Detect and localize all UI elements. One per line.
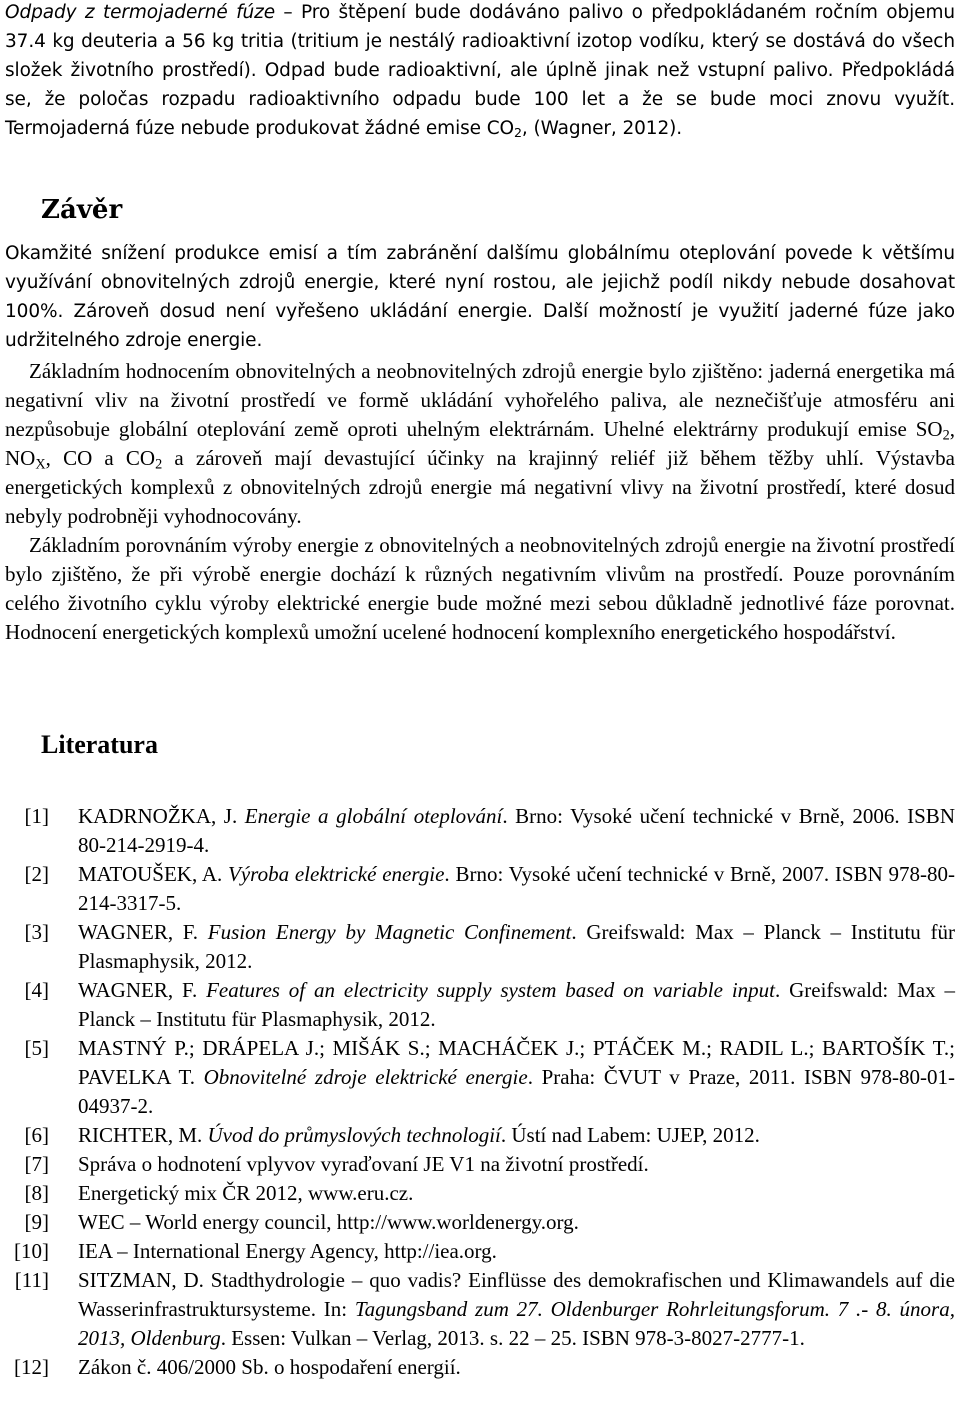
reference-item [5, 1034, 955, 1121]
reference-text: Energetický mix ČR 2012, www.eru.cz. [78, 1181, 414, 1205]
reference-text: SITZMAN, D. Stadthydrologie – quo vadis? Einflüsse des demokrafischen und Klimawandels auf die Wasserinfrastruktursysteme. In: Tagungsband zum 27. Oldenburger Rohrleitungsforum. 7 .- 8. února, 2013, Oldenburg. Essen: Vulkan – Verlag, 2013. s. 22 – 25. ISBN 978-3-8027-2777-1. [78, 1268, 955, 1350]
reference-item [5, 860, 955, 918]
reference-item [5, 1266, 955, 1353]
reference-text: Zákon č. 406/2000 Sb. o hospodaření energií. [78, 1355, 461, 1379]
reference-item [5, 976, 955, 1034]
intro-lead: Odpady z termojaderné fúze [5, 2, 275, 23]
reference-text: MASTNÝ P.; DRÁPELA J.; MIŠÁK S.; MACHÁČEK J.; PTÁČEK M.; RADIL L.; BARTOŠÍK T.; PAVELKA T. Obnovitelné zdroje elektrické energie. Praha: ČVUT v Praze, 2011. ISBN 978-80-01-04937-2. [78, 1036, 955, 1118]
reference-number: [8] [24, 1181, 49, 1205]
reference-item [5, 918, 955, 976]
reference-list [5, 802, 955, 1382]
reference-number: [2] [24, 862, 49, 886]
conclusion-body [5, 239, 955, 647]
reference-number: [6] [24, 1123, 49, 1147]
conclusion-paragraph-1: Okamžité snížení produkce emisí a tím zabránění dalšímu globálnímu oteplování povede k většímu využívání obnovitelných zdrojů energie, které nyní rostou, ale jejichž podíl nikdy nebude dosahovat 100%. Zároveň dosud není vyřešeno ukládání energie. Další možností je využití jaderné fúze jako udržitelného zdroje energie. [5, 243, 955, 351]
reference-item [5, 1237, 955, 1266]
conclusion-heading: Závěr [41, 195, 123, 225]
reference-text: WAGNER, F. Fusion Energy by Magnetic Confinement. Greifswald: Max – Planck – Institutu für Plasmaphysik, 2012. [78, 920, 955, 973]
reference-text: Správa o hodnotení vplyvov vyraďovaní JE V1 na životní prostředí. [78, 1152, 649, 1176]
reference-text: KADRNOŽKA, J. Energie a globální oteplování. Brno: Vysoké učení technické v Brně, 2006. ISBN 80-214-2919-4. [78, 804, 955, 857]
conclusion-paragraph-3: Základním porovnáním výroby energie z obnovitelných a neobnovitelných zdrojů energie na životní prostředí bylo zjištěno, že při výrobě energie dochází k různých negativním vlivům na prostředí. Pouze porovnáním celého životního cyklu výroby elektrické energie bude možné mezi sebou důkladně jednotlivé fáze porovnat. Hodnocení energetických komplexů umožní ucelené hodnocení komplexního energetického hospodářství. [5, 533, 955, 644]
reference-number: [12] [14, 1355, 49, 1379]
reference-item [5, 1150, 955, 1179]
literature-heading: Literatura [41, 730, 158, 759]
reference-text: WEC – World energy council, http://www.worldenergy.org. [78, 1210, 579, 1234]
reference-number: [7] [24, 1152, 49, 1176]
reference-item [5, 1208, 955, 1237]
conclusion-paragraph-2: Základním hodnocením obnovitelných a neobnovitelných zdrojů energie bylo zjištěno: jaderná energetika má negativní vliv na životní prostředí ve formě ukládání vyhořelého paliva, ale neznečišťuje atmosféru ani nezpůsobuje globální oteplování země oproti uhelným elektrárnám. Uhelné elektrárny produkují emise $SO_2$, $NO_X$, CO a $CO_2$ a zároveň mají devastující účinky na krajinný reliéf již během těžby uhlí. Výstavba energetických komplexů z obnovitelných zdrojů energie má negativní vlivy na životní prostředí, které dosud nebyly podrobněji vyhodnocovány. [5, 359, 956, 528]
reference-text: RICHTER, M. Úvod do průmyslových technologií. Ústí nad Labem: UJEP, 2012. [78, 1123, 760, 1147]
reference-number: [4] [24, 978, 49, 1002]
reference-number: [11] [14, 1268, 49, 1292]
reference-text: WAGNER, F. Features of an electricity supply system based on variable input. Greifswald: Max – Planck – Institutu für Plasmaphysik, 2012. [78, 978, 955, 1031]
reference-text: MATOUŠEK, A. Výroba elektrické energie. Brno: Vysoké učení technické v Brně, 2007. ISBN 978-80-214-3317-5. [78, 862, 956, 915]
reference-item [5, 1179, 955, 1208]
reference-item [5, 1121, 955, 1150]
reference-item [5, 1353, 955, 1382]
reference-number: [9] [24, 1210, 49, 1234]
reference-number: [10] [14, 1239, 49, 1263]
reference-item [5, 802, 955, 860]
reference-number: [3] [24, 920, 49, 944]
reference-text: IEA – International Energy Agency, http://iea.org. [78, 1239, 497, 1263]
reference-number: [5] [24, 1036, 49, 1060]
intro-paragraph: Odpady z termojaderné fúze – Pro štěpení bude dodáváno palivo o předpokládaném ročním objemu 37.4 kg deuteria a 56 kg tritia (tritium je nestálý radioaktivní izotop vodíku, který se dostává do všech složek životního prostředí). Odpad bude radioaktivní, ale úplně jinak než vstupní palivo. Předpokládá se, že poločas rozpadu radioaktivního odpadu bude 100 let a že se bude moci znovu využít. Termojaderná fúze nebude produkovat žádné emise $CO_2$, (Wagner, 2012). [5, 2, 955, 141]
reference-number: [1] [24, 804, 49, 828]
